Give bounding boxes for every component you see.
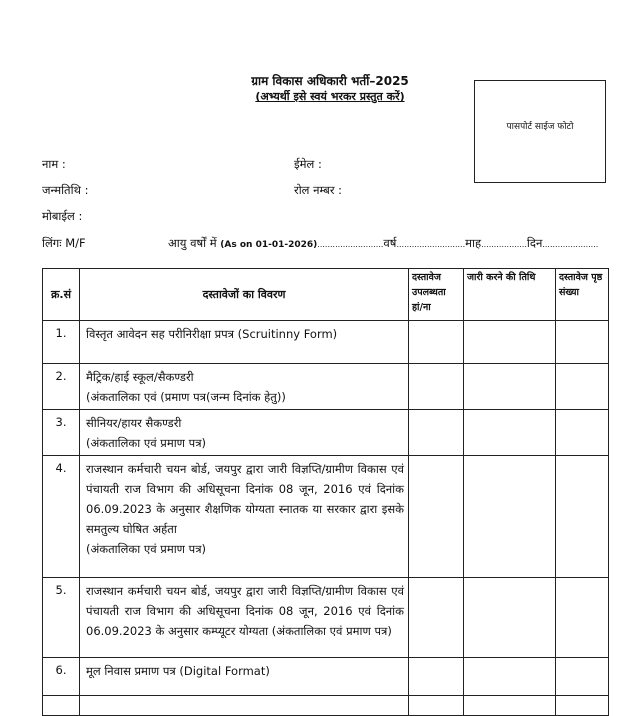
row-description-line: विस्तृत आवेदन सह परीनिरीक्षा प्रपत्र (Scruitinny Form)	[86, 327, 338, 341]
page-count-cell[interactable]	[556, 321, 609, 364]
issue-date-cell[interactable]	[464, 696, 556, 716]
age-year-label: वर्ष	[383, 236, 397, 250]
row-description-line: राजस्थान कर्मचारी चयन बोर्ड, जयपुर द्वारा जारी विज्ञप्ति/ग्रामीण विकास एवं पंचायती राज विभाग की अधिसूचना दिनांक 08 जून, 2016 एवं दिनांक 06.09.2023 के अनुसार शैक्षणिक योग्यता स्नातक या सरकार द्वारा इसके समतुल्य घोषित अर्हता	[86, 462, 404, 536]
table-row	[43, 321, 609, 364]
page-count-cell[interactable]	[556, 696, 609, 716]
page-count-cell[interactable]	[556, 658, 609, 696]
form-subtitle: (अभ्यर्थी इसे स्वयं भरकर प्रस्तुत करें)	[255, 90, 405, 103]
table-row	[43, 364, 609, 410]
issue-date-cell[interactable]	[464, 321, 556, 364]
age-blank-2: ...........................	[396, 240, 466, 249]
issue-date-cell[interactable]	[464, 364, 556, 410]
table-row	[43, 410, 609, 456]
row-description-line: (अंकतालिका एवं (प्रमाण पत्र(जन्म दिनांक हेतु))	[86, 390, 286, 404]
row-description-line: सीनियर/हायर सैकण्डरी	[86, 416, 182, 430]
dob-field-label: जन्मतिथि :	[42, 183, 89, 197]
page-count-cell[interactable]	[556, 456, 609, 578]
age-blank-4: ......................	[542, 240, 599, 249]
age-blank-3: ..................	[481, 240, 527, 249]
age-blank-1: ..........................	[317, 240, 384, 249]
header-description: दस्तावेजों का विवरण	[80, 269, 409, 321]
form-title: ग्राम विकास अधिकारी भर्ती–2025	[251, 74, 409, 88]
row-serial: 2.	[43, 364, 80, 410]
row-description	[80, 578, 409, 658]
passport-photo-box	[474, 80, 606, 183]
row-serial: 1.	[43, 321, 80, 364]
gender-field-label: लिंगः M/F	[42, 236, 86, 250]
roll-number-field-label: रोल नम्बर :	[294, 183, 343, 197]
table-row	[43, 578, 609, 658]
table-row	[43, 658, 609, 696]
name-field-label: नाम :	[42, 157, 66, 171]
age-label: आयु वर्षों में	[168, 236, 217, 250]
photo-box-label: पासपोर्ट साईज फोटो	[506, 122, 574, 132]
issue-date-cell[interactable]	[464, 456, 556, 578]
issue-date-cell[interactable]	[464, 410, 556, 456]
header-serial: क्र.सं	[43, 269, 80, 321]
row-description	[80, 696, 409, 716]
issue-date-cell[interactable]	[464, 658, 556, 696]
page-count-cell[interactable]	[556, 410, 609, 456]
availability-cell[interactable]	[409, 578, 464, 658]
age-as-of: (As on 01-01-2026)	[220, 240, 318, 250]
age-month-label: माह	[465, 236, 482, 250]
row-serial: 6.	[43, 658, 80, 696]
availability-cell[interactable]	[409, 321, 464, 364]
header-availability: दस्तावेज उपलब्धता हां/ना	[409, 269, 464, 321]
issue-date-cell[interactable]	[464, 578, 556, 658]
row-description	[80, 364, 409, 410]
availability-cell[interactable]	[409, 696, 464, 716]
header-issue-date: जारी करने की तिथि	[464, 269, 556, 321]
row-description-line: (अंकतालिका एवं प्रमाण पत्र)	[86, 542, 207, 556]
row-description	[80, 456, 409, 578]
row-serial: 4.	[43, 456, 80, 578]
table-row	[43, 696, 609, 716]
documents-table	[42, 268, 609, 716]
availability-cell[interactable]	[409, 410, 464, 456]
row-description	[80, 410, 409, 456]
availability-cell[interactable]	[409, 456, 464, 578]
page-count-cell[interactable]	[556, 578, 609, 658]
row-description-line: राजस्थान कर्मचारी चयन बोर्ड, जयपुर द्वारा जारी विज्ञप्ति/ग्रामीण विकास एवं पंचायती राज विभाग की अधिसूचना दिनांक 08 जून, 2016 एवं दिनांक 06.09.2023 के अनुसार कम्प्यूटर योग्यता (अंकतालिका एवं प्रमाण पत्र)	[86, 584, 404, 638]
row-description	[80, 658, 409, 696]
row-serial: 5.	[43, 578, 80, 658]
age-field-row	[168, 236, 598, 251]
availability-cell[interactable]	[409, 658, 464, 696]
row-description-line: (अंकतालिका एवं प्रमाण पत्र)	[86, 436, 207, 450]
row-description-line: मूल निवास प्रमाण पत्र (Digital Format)	[86, 664, 270, 678]
availability-cell[interactable]	[409, 364, 464, 410]
row-description-line: मैट्रिक/हाई स्कूल/सैकण्डरी	[86, 370, 194, 384]
table-row	[43, 456, 609, 578]
age-day-label: दिन	[526, 236, 543, 250]
email-field-label: ईमेल :	[294, 157, 322, 171]
header-page-count: दस्तावेज पृष्ठ संख्या	[556, 269, 609, 321]
page-count-cell[interactable]	[556, 364, 609, 410]
row-serial: 3.	[43, 410, 80, 456]
row-description	[80, 321, 409, 364]
row-serial	[43, 696, 80, 716]
mobile-field-label: मोबाईल :	[42, 209, 83, 223]
table-header-row	[43, 269, 609, 321]
